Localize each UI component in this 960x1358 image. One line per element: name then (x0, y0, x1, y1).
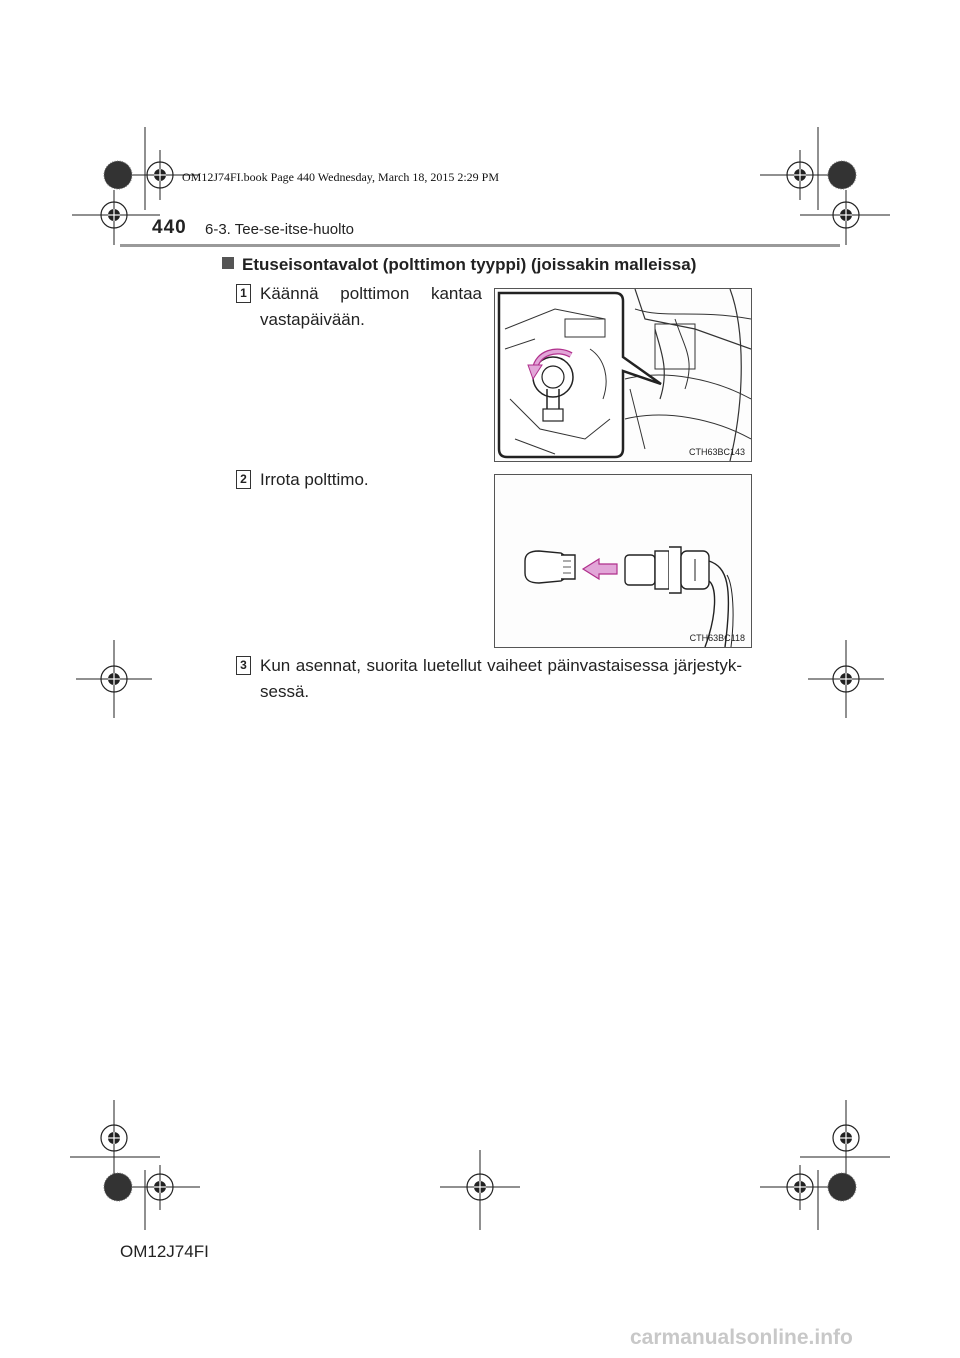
step-3-text (260, 653, 742, 705)
starburst-mark-icon (104, 161, 132, 189)
section-title: 6-3. Tee-se-itse-huolto (205, 221, 354, 238)
page-number: 440 (152, 217, 187, 238)
section-heading (222, 255, 696, 275)
figure-remove-bulb (494, 474, 752, 648)
heading-text: Etuseisontavalot (polttimon tyyppi) (joissakin malleissa) (242, 255, 697, 274)
step-number-3: 3 (236, 656, 251, 675)
step-number-2: 2 (236, 470, 251, 489)
header-rule (120, 244, 840, 247)
bulb-removal-illustration (495, 475, 751, 647)
step-1-line-1: Käännä polttimon kantaa (260, 284, 482, 303)
step-1-line-2: vastapäivään. (260, 310, 365, 329)
book-info-line: OM12J74FI.book Page 440 Wednesday, March 18, 2015 2:29 PM (182, 170, 500, 184)
step-number-1: 1 (236, 284, 251, 303)
watermark: carmanualsonline.info (630, 1326, 853, 1349)
step-3-line-2: sessä. (260, 682, 310, 701)
step-3-line-1: Kun asennat, suorita luetellut vaiheet päinvastaisessa järjestyk- (260, 656, 742, 675)
step-2-text: Irrota polttimo. (260, 470, 369, 489)
engine-bay-illustration (495, 289, 751, 461)
figure-code-2: CTH63BC118 (689, 633, 745, 643)
starburst-mark-icon (104, 1173, 132, 1201)
starburst-mark-icon (828, 161, 856, 189)
starburst-mark-icon (828, 1173, 856, 1201)
bullet-square-icon (222, 257, 234, 269)
footer-code: OM12J74FI (120, 1242, 209, 1261)
step-1-text (260, 281, 482, 333)
figure-code-1: CTH63BC143 (688, 447, 745, 457)
figure-headlight-socket (494, 288, 752, 462)
